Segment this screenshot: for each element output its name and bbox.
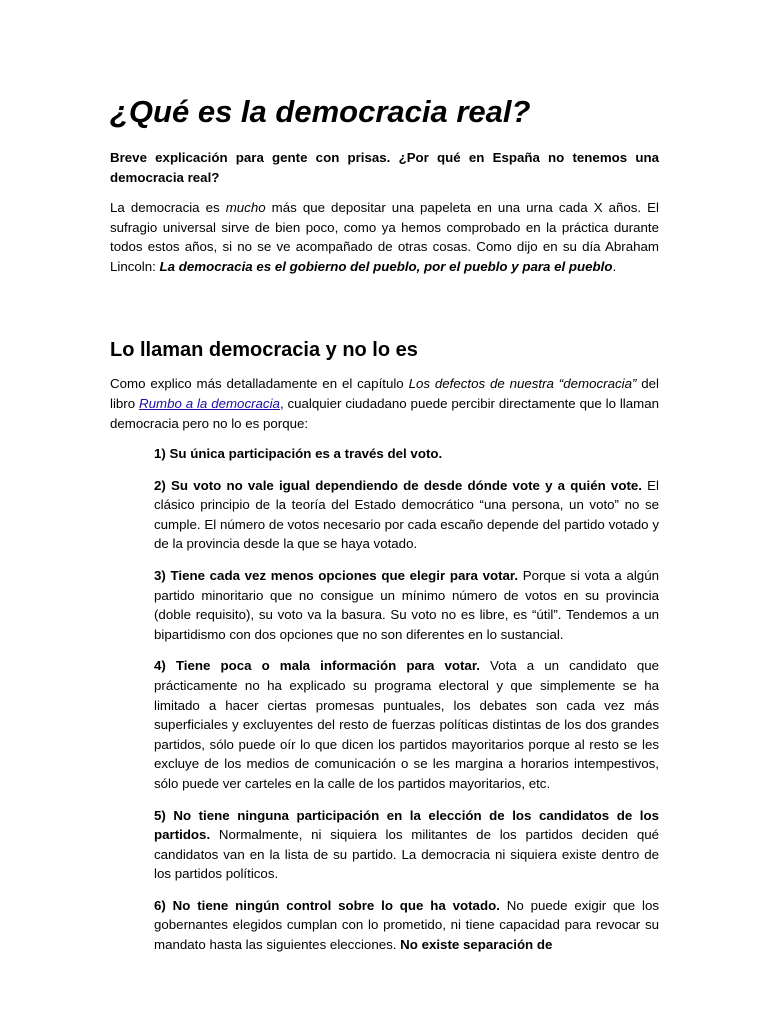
item-text: Vota a un candidato que prácticamente no ha explicado su programa electoral y que simplemente se ha limitado a hacer ciertas promesas puntuales, los debates son cada vez más superficiales y excluyentes del resto de fuerzas políticas distintas de los dos grandes partidos, sólo puede oír lo que dicen los partidos mayoritarios porque al resto se les excluye de los medios de comunicación o se les margina a horarios intempestivos, sólo puede ver carteles en la calle de los partidos mayoritarios, etc. [154,658,659,791]
item-lead: 1) Su única participación es a través del voto. [154,446,443,461]
item-text: El clásico principio de la teoría del Estado democrático “una persona, un voto” no se cumple. El número de votos necesario por cada escaño depende del partido votado y de la provincia desde la que se haya votado. [154,477,659,552]
item-tail-bold: No existe separación de [400,937,553,953]
section-heading: Lo llaman democracia y no lo es [110,339,418,361]
book-link[interactable]: Rumbo a la democracia [139,396,280,411]
list-item [154,896,659,955]
list-item [154,806,659,884]
section-text-a: Como explico más detalladamente en el capítulo [110,376,409,391]
item-text: No puede exigir que los gobernantes elegidos cumplan con lo prometido, ni tiene capacidad para revocar su mandato hasta las siguientes elecciones. [154,897,659,953]
chapter-title: Los defectos de nuestra “democracia” [408,376,637,391]
intro-text-2: más que depositar una papeleta en una urna cada X años. El sufragio universal sirve de bien poco, como ya hemos comprobado en la práctica durante todos estos años, si no se ve acompañado de otras cosas. Como dijo en su día Abraham Lincoln: [110,200,659,274]
subtitle: Breve explicación para gente con prisas. ¿Por qué en España no tenemos una democracia real? [110,150,659,185]
intro-emphasis: mucho [225,200,266,215]
section-text-b: del libro [110,376,659,411]
intro-end: . [612,258,617,274]
list-item [154,656,659,793]
lincoln-quote: La democracia es el gobierno del pueblo, por el pueblo y para el pueblo [159,258,613,274]
item-lead: 2) Su voto no vale igual dependiendo de desde dónde vote y a quién vote. [154,477,642,493]
intro-paragraph [110,198,659,276]
page-title: ¿Qué es la democracia real? [110,94,531,129]
reasons-list [154,444,659,967]
list-item [154,476,659,554]
item-lead: 3) Tiene cada vez menos opciones que elegir para votar. [154,567,519,583]
item-lead: 4) Tiene poca o mala información para votar. [154,658,480,674]
list-item [154,566,659,644]
section-paragraph [110,374,659,434]
item-lead: 6) No tiene ningún control sobre lo que ha votado. [154,897,500,913]
intro-text-1: La democracia es [110,200,226,215]
list-item [154,444,659,464]
item-text: Porque si vota a algún partido minoritario que no consigue un mínimo número de votos en su provincia (doble requisito), su voto va la basura. Su voto no es libre, es “útil”. Tendemos a un bipartidismo con dos opciones que no son diferentes en lo sustancial. [154,567,659,642]
section-text-c: , cualquier ciudadano puede percibir directamente que lo llaman democracia pero no lo es porque: [110,396,659,431]
item-lead: 5) No tiene ninguna participación en la elección de los candidatos de los partidos. [154,807,659,843]
item-text: Normalmente, ni siquiera los militantes de los partidos deciden qué candidatos van en la lista de su partido. La democracia ni siquiera existe dentro de los partidos políticos. [154,827,659,882]
